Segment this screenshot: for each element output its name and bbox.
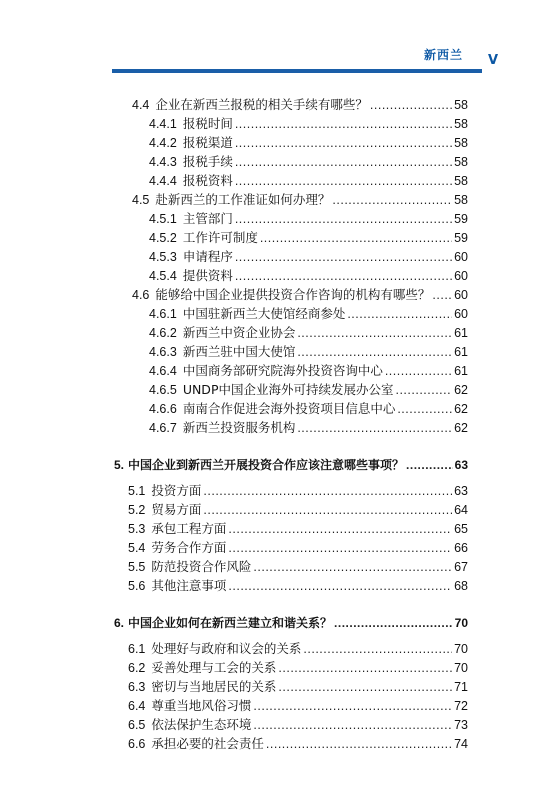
toc-leader-dots bbox=[260, 231, 452, 245]
toc-entry-title: 中国企业如何在新西兰建立和谐关系？ bbox=[128, 616, 333, 630]
toc-leader-dots bbox=[278, 680, 452, 694]
toc-entry-number: 6.5 bbox=[128, 718, 146, 732]
toc-entry-page: 58 bbox=[454, 117, 468, 131]
toc-entry-number: 4.6.3 bbox=[149, 345, 177, 359]
toc-leader-dots bbox=[203, 503, 452, 517]
toc-entry-number: 5.2 bbox=[128, 503, 146, 517]
toc-entry-page: 62 bbox=[454, 402, 468, 416]
toc-entry-page: 60 bbox=[454, 307, 468, 321]
toc-entry-page: 63 bbox=[454, 458, 468, 472]
toc-entry-title: 防范投资合作风险 bbox=[151, 559, 252, 574]
toc-entry[interactable] bbox=[149, 399, 468, 417]
toc-chapter-entry[interactable] bbox=[114, 614, 468, 632]
toc-entry-title: 劳务合作方面 bbox=[151, 540, 227, 555]
toc-entry-number: 4.4.2 bbox=[149, 136, 177, 150]
toc-entry[interactable] bbox=[128, 639, 468, 657]
toc-entry-title: 提供资料 bbox=[182, 268, 233, 283]
toc-entry-number: 4.4.1 bbox=[149, 117, 177, 131]
toc-entry-number: 5.6 bbox=[128, 579, 146, 593]
toc-entry-page: 60 bbox=[454, 269, 468, 283]
toc-entry-page: 60 bbox=[454, 288, 468, 302]
toc-entry-page: 66 bbox=[454, 541, 468, 555]
toc-leader-dots bbox=[228, 541, 452, 555]
toc-entry-number: 6. bbox=[114, 616, 125, 630]
toc-entry[interactable] bbox=[128, 658, 468, 676]
toc-leader-dots bbox=[235, 212, 452, 226]
toc-leader-dots bbox=[278, 661, 452, 675]
toc-entry[interactable] bbox=[128, 715, 468, 733]
toc-leader-dots bbox=[347, 307, 452, 321]
header-country: 新西兰 bbox=[424, 48, 464, 62]
toc-leader-dots bbox=[332, 193, 452, 207]
toc-entry-number: 5.5 bbox=[128, 560, 146, 574]
toc-entry-number: 4.6 bbox=[132, 288, 150, 302]
toc-entry-title: 工作许可制度 bbox=[182, 230, 258, 245]
toc-entry-title: 尊重当地风俗习惯 bbox=[151, 698, 252, 713]
toc-entry-page: 70 bbox=[454, 616, 468, 630]
toc-leader-dots bbox=[235, 136, 452, 150]
toc-leader-dots bbox=[385, 364, 452, 378]
toc-entry-number: 6.3 bbox=[128, 680, 146, 694]
toc-entry-page: 63 bbox=[454, 484, 468, 498]
toc-leader-dots bbox=[228, 522, 452, 536]
toc-entry-title: 报税手续 bbox=[182, 154, 233, 169]
toc-leader-dots bbox=[235, 269, 452, 283]
toc-entry-title: 贸易方面 bbox=[151, 502, 202, 517]
toc-entry-number: 4.6.2 bbox=[149, 326, 177, 340]
toc-leader-dots bbox=[370, 98, 452, 112]
toc-entry-title: 新西兰投资服务机构 bbox=[182, 420, 296, 435]
toc-entry[interactable] bbox=[128, 500, 468, 518]
toc-entry-number: 4.6.7 bbox=[149, 421, 177, 435]
toc-entry-page: 62 bbox=[454, 421, 468, 435]
toc-entry[interactable] bbox=[128, 677, 468, 695]
toc-leader-dots bbox=[406, 458, 453, 472]
toc-entry[interactable] bbox=[132, 285, 468, 303]
toc-entry-page: 67 bbox=[454, 560, 468, 574]
toc-entry[interactable] bbox=[149, 342, 468, 360]
toc-entry[interactable] bbox=[128, 519, 468, 537]
toc-entry-title: 中国商务部研究院海外投资咨询中心 bbox=[182, 363, 383, 378]
toc-entry[interactable] bbox=[128, 576, 468, 594]
toc-entry-title: 其他注意事项 bbox=[151, 578, 227, 593]
toc-leader-dots bbox=[253, 718, 452, 732]
toc-entry[interactable] bbox=[149, 361, 468, 379]
toc-entry-title: UNDP中国企业海外可持续发展办公室 bbox=[182, 382, 394, 397]
toc-entry-page: 62 bbox=[454, 383, 468, 397]
toc-entry-number: 6.4 bbox=[128, 699, 146, 713]
toc-entry-page: 68 bbox=[454, 579, 468, 593]
toc-entry[interactable] bbox=[128, 538, 468, 556]
toc-entry[interactable] bbox=[128, 557, 468, 575]
toc-entry-page: 59 bbox=[454, 231, 468, 245]
toc-entry-title: 处理好与政府和议会的关系 bbox=[151, 641, 302, 656]
toc-entry-page: 59 bbox=[454, 212, 468, 226]
toc-entry-title: 妥善处理与工会的关系 bbox=[151, 660, 277, 675]
toc-entry-title: 报税时间 bbox=[182, 116, 233, 131]
toc-entry-title: 中国驻新西兰大使馆经商参处 bbox=[182, 306, 346, 321]
toc-entry-title: 承包工程方面 bbox=[151, 521, 227, 536]
toc-entry[interactable] bbox=[149, 152, 468, 170]
toc-entry-page: 58 bbox=[454, 155, 468, 169]
toc-entry-number: 5.1 bbox=[128, 484, 146, 498]
toc-entry[interactable] bbox=[149, 133, 468, 151]
toc-leader-dots bbox=[303, 642, 452, 656]
toc-entry-number: 6.6 bbox=[128, 737, 146, 751]
toc-entry-number: 4.5.1 bbox=[149, 212, 177, 226]
toc-entry-title: 赴新西兰的工作准证如何办理？ bbox=[155, 192, 331, 207]
toc-leader-dots bbox=[297, 421, 452, 435]
toc-entry-page: 58 bbox=[454, 174, 468, 188]
toc-entry-number: 5.3 bbox=[128, 522, 146, 536]
toc-entry[interactable] bbox=[149, 380, 468, 398]
toc-leader-dots bbox=[228, 579, 452, 593]
toc-entry-number: 4.5.2 bbox=[149, 231, 177, 245]
toc-leader-dots bbox=[235, 117, 452, 131]
toc-entry-title: 报税渠道 bbox=[182, 135, 233, 150]
toc-entry[interactable] bbox=[149, 418, 468, 436]
toc-entry[interactable] bbox=[149, 247, 468, 265]
toc-entry-number: 5. bbox=[114, 458, 125, 472]
toc-entry-page: 70 bbox=[454, 642, 468, 656]
toc-entry-title: 承担必要的社会责任 bbox=[151, 736, 264, 751]
toc-entry-page: 61 bbox=[454, 326, 468, 340]
toc-entry[interactable] bbox=[132, 190, 468, 208]
toc-leader-dots bbox=[253, 699, 452, 713]
toc-leader-dots bbox=[397, 402, 452, 416]
toc-entry-number: 4.4.4 bbox=[149, 174, 177, 188]
toc-entry-title: 投资方面 bbox=[151, 483, 202, 498]
toc-entry-number: 4.5 bbox=[132, 193, 150, 207]
toc-entry-title: 中国企业到新西兰开展投资合作应该注意哪些事项？ bbox=[128, 458, 405, 472]
toc-entry[interactable] bbox=[132, 95, 468, 113]
toc-entry-number: 4.5.3 bbox=[149, 250, 177, 264]
toc-entry-number: 4.6.6 bbox=[149, 402, 177, 416]
toc-entry-page: 70 bbox=[454, 661, 468, 675]
toc-leader-dots bbox=[432, 288, 452, 302]
header-page-number: V bbox=[488, 53, 499, 68]
toc-leader-dots bbox=[203, 484, 452, 498]
toc-entry-title: 申请程序 bbox=[182, 249, 233, 264]
toc-entry-title: 密切与当地居民的关系 bbox=[151, 679, 277, 694]
toc-leader-dots bbox=[334, 616, 453, 630]
toc-leader-dots bbox=[297, 345, 452, 359]
toc-leader-dots bbox=[235, 250, 452, 264]
toc-entry-page: 74 bbox=[454, 737, 468, 751]
toc-entry-page: 58 bbox=[454, 193, 468, 207]
toc-entry-number: 6.2 bbox=[128, 661, 146, 675]
toc-entry[interactable] bbox=[128, 696, 468, 714]
toc-leader-dots bbox=[266, 737, 452, 751]
toc-entry-title: 新西兰中资企业协会 bbox=[182, 325, 296, 340]
toc-entry-number: 5.4 bbox=[128, 541, 146, 555]
toc-entry-page: 61 bbox=[454, 345, 468, 359]
toc-entry-page: 71 bbox=[454, 680, 468, 694]
toc-entry-title: 主管部门 bbox=[182, 211, 233, 226]
toc-entry-title: 依法保护生态环境 bbox=[151, 717, 252, 732]
toc-entry[interactable] bbox=[149, 228, 468, 246]
toc-entry[interactable] bbox=[149, 304, 468, 322]
toc-entry[interactable] bbox=[149, 323, 468, 341]
toc-entry-title: 企业在新西兰报税的相关手续有哪些？ bbox=[155, 97, 368, 112]
toc-entry-page: 58 bbox=[454, 136, 468, 150]
toc-leader-dots bbox=[235, 155, 452, 169]
toc-entry[interactable] bbox=[149, 114, 468, 132]
toc-entry-page: 72 bbox=[454, 699, 468, 713]
toc-entry[interactable] bbox=[149, 209, 468, 227]
toc-entry-number: 4.6.5 bbox=[149, 383, 177, 397]
toc-entry-number: 6.1 bbox=[128, 642, 146, 656]
toc-entry-number: 4.6.1 bbox=[149, 307, 177, 321]
toc-entry[interactable] bbox=[128, 481, 468, 499]
toc-entry-title: 南南合作促进会海外投资项目信息中心 bbox=[182, 401, 396, 416]
toc-entry-page: 64 bbox=[454, 503, 468, 517]
toc-entry-title: 能够给中国企业提供投资合作咨询的机构有哪些？ bbox=[155, 287, 431, 302]
toc-entry-number: 4.6.4 bbox=[149, 364, 177, 378]
toc-chapter-entry[interactable] bbox=[114, 456, 468, 474]
toc-entry[interactable] bbox=[128, 734, 468, 752]
toc-entry-number: 4.5.4 bbox=[149, 269, 177, 283]
toc-entry[interactable] bbox=[149, 266, 468, 284]
toc-leader-dots bbox=[253, 560, 452, 574]
toc-entry-page: 73 bbox=[454, 718, 468, 732]
toc-entry-title: 报税资料 bbox=[182, 173, 233, 188]
toc-entry-page: 65 bbox=[454, 522, 468, 536]
toc-leader-dots bbox=[297, 326, 452, 340]
toc-leader-dots bbox=[235, 174, 452, 188]
toc-entry-title: 新西兰驻中国大使馆 bbox=[182, 344, 296, 359]
toc-entry-number: 4.4 bbox=[132, 98, 150, 112]
toc-entry-number: 4.4.3 bbox=[149, 155, 177, 169]
toc-entry-page: 61 bbox=[454, 364, 468, 378]
toc-entry[interactable] bbox=[149, 171, 468, 189]
toc-leader-dots bbox=[395, 383, 452, 397]
toc-entry-page: 58 bbox=[454, 98, 468, 112]
toc-entry-page: 60 bbox=[454, 250, 468, 264]
